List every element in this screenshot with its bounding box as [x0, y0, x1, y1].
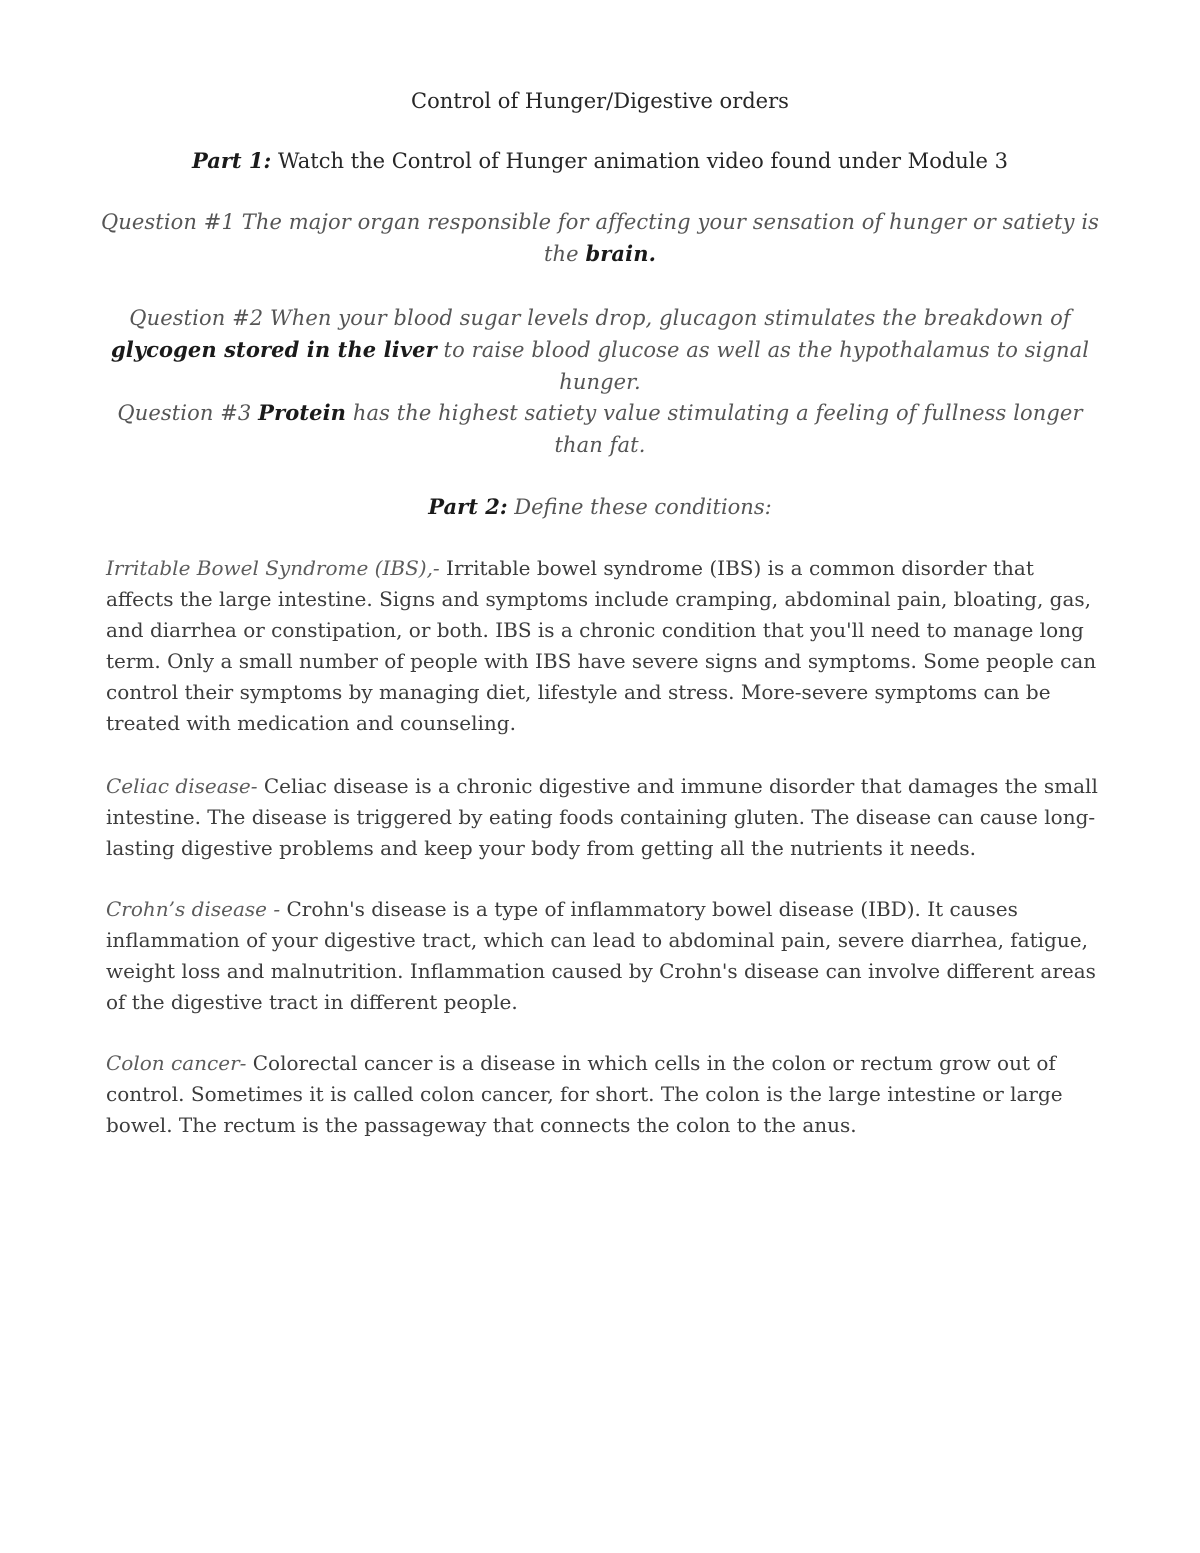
- document-title: [100, 86, 1100, 116]
- question-3: [100, 397, 1100, 461]
- definition-term: Crohn’s disease -: [106, 897, 287, 921]
- definition-term: Celiac disease-: [106, 774, 264, 798]
- definition-term: Irritable Bowel Syndrome (IBS),-: [106, 556, 447, 580]
- question-2: [100, 302, 1100, 398]
- part2-heading: [100, 492, 1100, 522]
- part1-label: Part 1:: [192, 148, 272, 173]
- definition-term: Colon cancer-: [106, 1051, 253, 1075]
- part1-heading: [100, 146, 1100, 176]
- part1-text: Watch the Control of Hunger animation video found under Module 3: [271, 149, 1008, 173]
- definition-ibs: [106, 553, 1100, 739]
- part2-text: Define these conditions:: [507, 495, 772, 519]
- question-1: [100, 206, 1100, 270]
- definition-text: Crohn's disease is a type of inflammatory bowel disease (IBD). It causes inflammation of your digestive tract, which can lead to abdominal pain, severe diarrhea, fatigue, weight loss and malnutrition. Inflammation caused by Crohn's disease can involve different areas of the digestive tract in different people.: [106, 897, 1096, 1014]
- definition-crohns: [106, 894, 1100, 1018]
- question-3-text: Question #3: [117, 401, 259, 425]
- question-3-after: has the highest satiety value stimulating a feeling of fullness longer than fat.: [346, 401, 1083, 457]
- question-1-answer: brain.: [585, 241, 656, 266]
- question-2-after: to raise blood glucose as well as the hypothalamus to signal hunger.: [436, 338, 1090, 394]
- question-1-text: Question #1 The major organ responsible for affecting your sensation of hunger or satiety is the: [100, 210, 1100, 266]
- document-title-text: Control of Hunger/Digestive orders: [411, 89, 789, 113]
- question-2-text: Question #2 When your blood sugar levels drop, glucagon stimulates the breakdown of: [129, 306, 1071, 330]
- question-2-answer: glycogen stored in the liver: [110, 337, 437, 362]
- definition-text: Colorectal cancer is a disease in which cells in the colon or rectum grow out of control. Sometimes it is called colon cancer, for short. The colon is the large intestine or large bowel. The rectum is the passageway that connects the colon to the anus.: [106, 1051, 1063, 1137]
- definition-colon-cancer: [106, 1048, 1100, 1141]
- definition-text: Irritable bowel syndrome (IBS) is a common disorder that affects the large intestine. Signs and symptoms include cramping, abdominal pain, bloating, gas, and diarrhea or constipation, or both. IBS is a chronic condition that you'll need to manage long term. Only a small number of people with IBS have severe signs and symptoms. Some people can control their symptoms by managing diet, lifestyle and stress. More-severe symptoms can be treated with medication and counseling.: [106, 556, 1097, 735]
- question-3-answer: Protein: [258, 400, 347, 425]
- definition-celiac: [106, 771, 1100, 864]
- part2-label: Part 2:: [428, 494, 508, 519]
- definition-text: Celiac disease is a chronic digestive and immune disorder that damages the small intestine. The disease is triggered by eating foods containing gluten. The disease can cause long-lasting digestive problems and keep your body from getting all the nutrients it needs.: [106, 774, 1098, 860]
